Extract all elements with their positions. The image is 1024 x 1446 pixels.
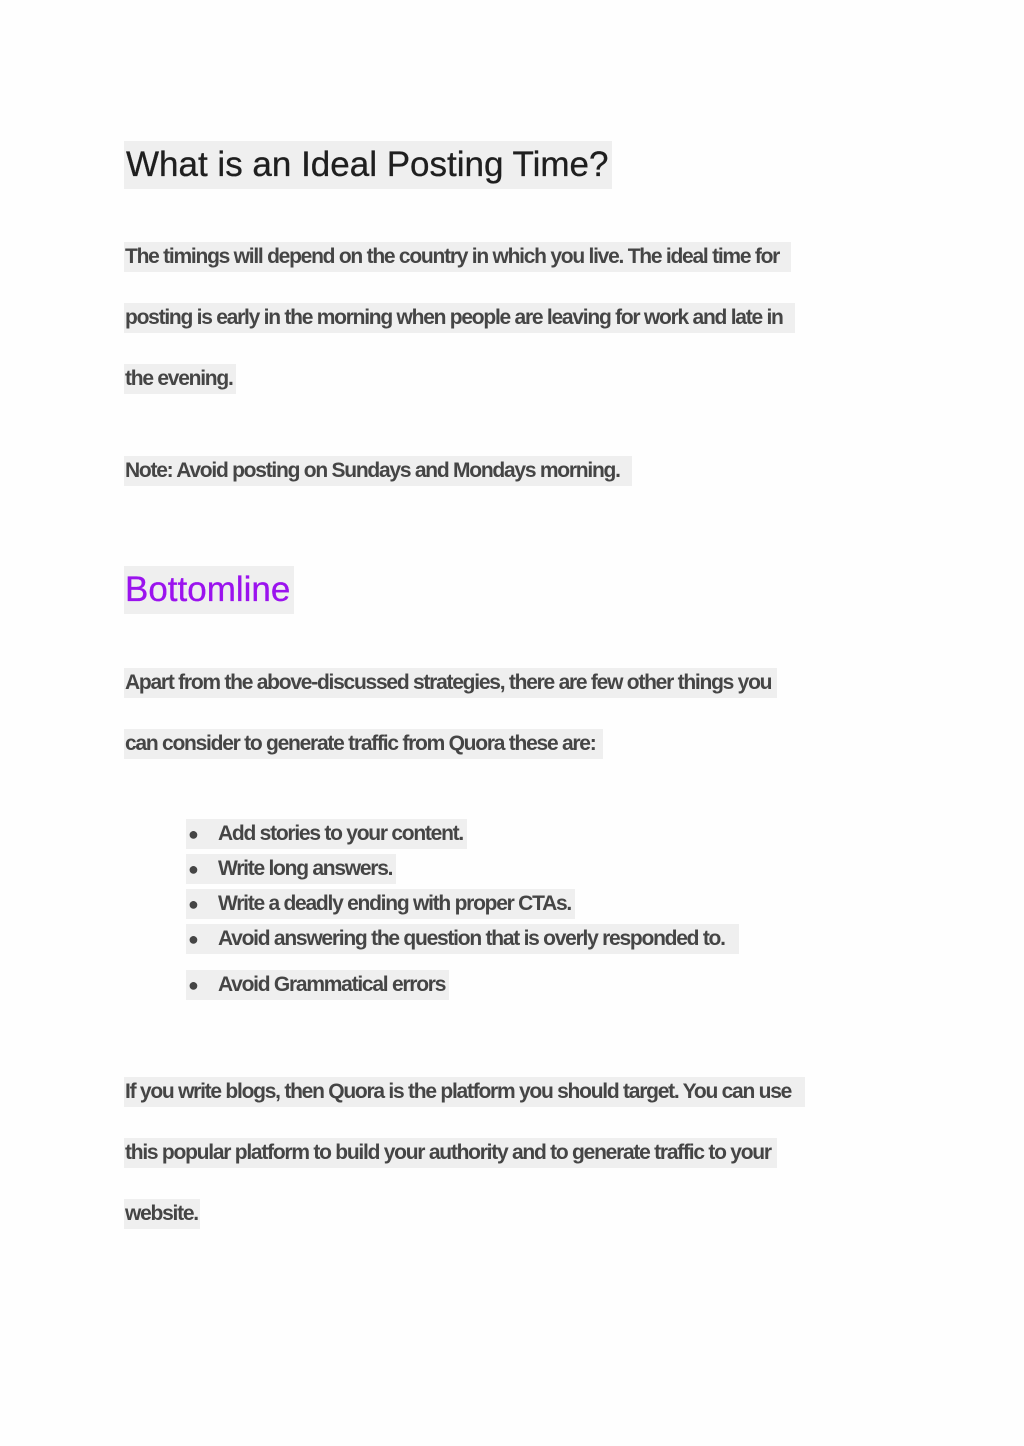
list-item — [186, 924, 739, 954]
list-item-text: Avoid Grammatical errors — [218, 973, 446, 996]
heading-ideal-posting-time — [124, 141, 612, 189]
paragraph-text: website. — [124, 1199, 200, 1229]
paragraph-text: posting is early in the morning when people are leaving for work and late in — [124, 303, 795, 333]
list-item — [186, 889, 575, 919]
list-item-text: Write long answers. — [218, 857, 393, 880]
paragraph-line — [124, 1199, 200, 1229]
paragraph-text: the evening. — [124, 364, 236, 394]
paragraph-text: can consider to generate traffic from Quora these are: — [124, 729, 603, 759]
paragraph-line — [124, 668, 777, 698]
paragraph-text: Apart from the above-discussed strategies, there are few other things you — [124, 668, 777, 698]
bullet-icon: ● — [188, 929, 199, 949]
paragraph-line — [124, 242, 791, 272]
list-item — [186, 819, 467, 849]
paragraph-line — [124, 729, 603, 759]
list-item-text: Add stories to your content. — [218, 822, 464, 845]
note-line — [124, 456, 632, 486]
paragraph-line — [124, 1077, 805, 1107]
list-item-text: Avoid answering the question that is overly responded to. — [218, 927, 725, 950]
bullet-icon: ● — [188, 859, 199, 879]
list-item — [186, 854, 396, 884]
section-heading: Bottomline — [124, 566, 294, 614]
note-text: Note: Avoid posting on Sundays and Mondays morning. — [124, 456, 632, 486]
bullet-icon: ● — [188, 894, 199, 914]
list-item-text: Write a deadly ending with proper CTAs. — [218, 892, 572, 915]
heading-bottomline — [124, 566, 294, 614]
paragraph-line — [124, 364, 236, 394]
bullet-icon: ● — [188, 975, 199, 995]
paragraph-text: The timings will depend on the country in which you live. The ideal time for — [124, 242, 791, 272]
paragraph-text: If you write blogs, then Quora is the platform you should target. You can use — [124, 1077, 805, 1107]
list-item — [186, 970, 449, 1000]
paragraph-line — [124, 1138, 777, 1168]
bullet-icon: ● — [188, 824, 199, 844]
page-title: What is an Ideal Posting Time? — [124, 141, 612, 189]
paragraph-line — [124, 303, 795, 333]
paragraph-text: this popular platform to build your authority and to generate traffic to your — [124, 1138, 777, 1168]
